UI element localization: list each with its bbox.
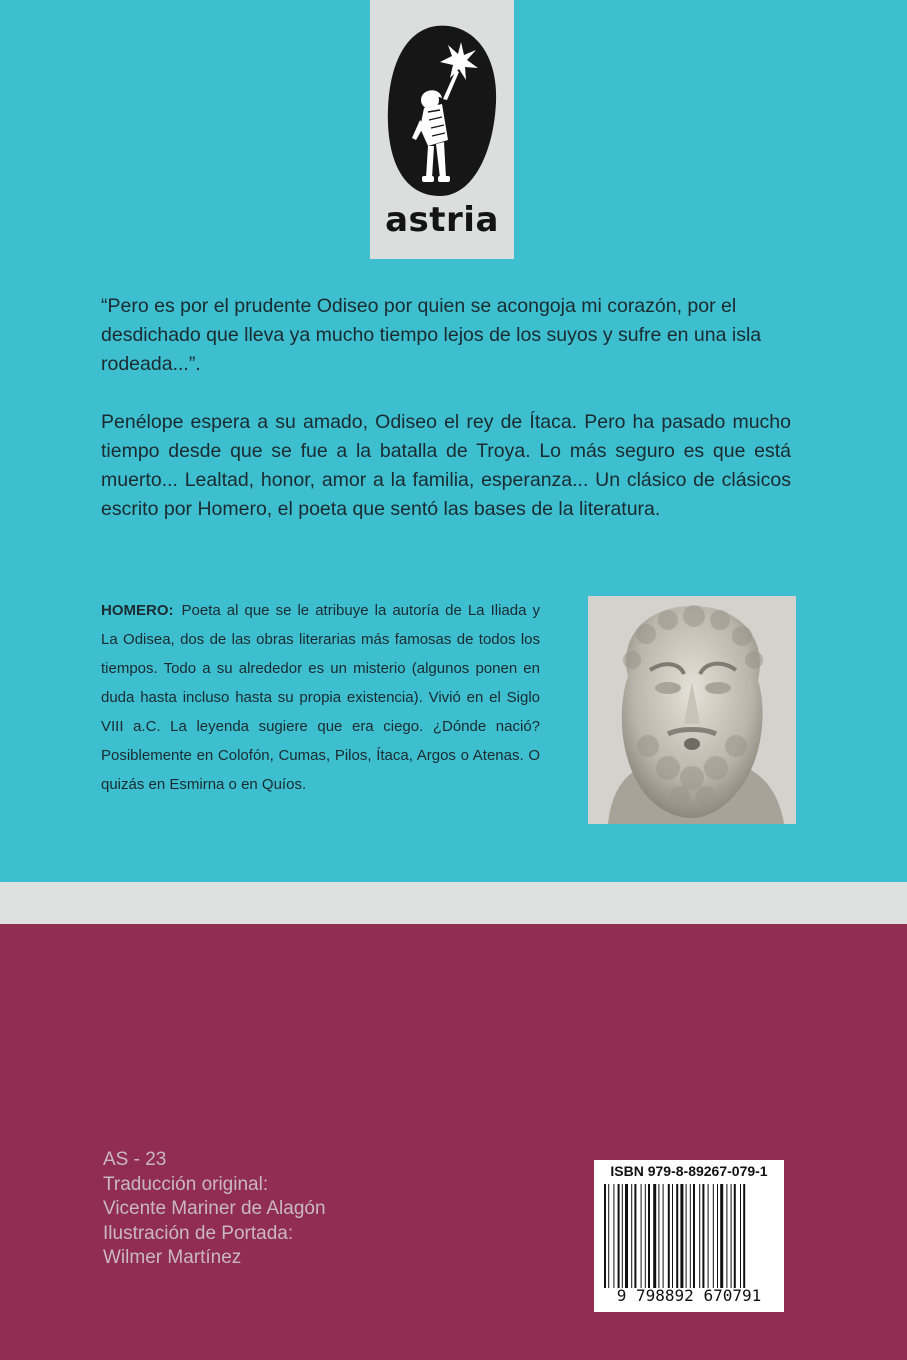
translation-label: Traducción original:: [103, 1173, 269, 1195]
child-reaching-star-icon: [370, 0, 514, 200]
author-name: HOMERO:: [101, 602, 174, 619]
author-bio: [101, 596, 540, 799]
epigraph-quote: “Pero es por el prudente Odiseo por quien se acongoja mi corazón, por el desdichado que lleva ya mucho tiempo lejos de los suyos y sufre en una isla rodeada...”.: [101, 295, 762, 375]
divider-band: [0, 882, 907, 924]
barcode-bars: [602, 1184, 776, 1288]
publisher-logo: [370, 0, 514, 259]
illustrator-name: Wilmer Martínez: [103, 1247, 242, 1268]
illustration-label: Ilustración de Portada:: [103, 1222, 294, 1244]
author-bio-text: Poeta al que se le atribuye la autoría de La Iliada y La Odisea, dos de las obras literarias más famosas de todos los tiempos. Todo a su alrededor es un misterio (algunos ponen en duda hasta incluso hasta su propia existencia). Vivió en el Siglo VIII a.C. La leyenda sugiere que era ciego. ¿Dónde nació? Posiblemente en Colofón, Cumas, Pilos, Ítaca, Argos o Atenas. O quizás en Esmirna o en Quíos.: [101, 602, 540, 793]
author-portrait: [588, 596, 796, 824]
isbn-barcode: [594, 1160, 784, 1312]
series-code: AS - 23: [103, 1149, 167, 1170]
homer-bust-image: [588, 596, 796, 824]
publisher-wordmark: astria: [385, 200, 499, 240]
credits-block: [103, 1148, 326, 1271]
translator-name: Vicente Mariner de Alagón: [103, 1198, 326, 1219]
barcode-digits: 9 798892 670791: [616, 1286, 762, 1305]
synopsis-paragraph: Penélope espera a su amado, Odiseo el rey de Ítaca. Pero ha pasado mucho tiempo desde que se fue a la batalla de Troya. Lo más seguro es que está muerto... Lealtad, honor, amor a la familia, esperanza... Un clásico de clásicos escrito por Homero, el poeta que sentó las bases de la literatura.: [101, 411, 791, 520]
isbn-label: ISBN 979-8-89267-079-1: [610, 1163, 768, 1179]
